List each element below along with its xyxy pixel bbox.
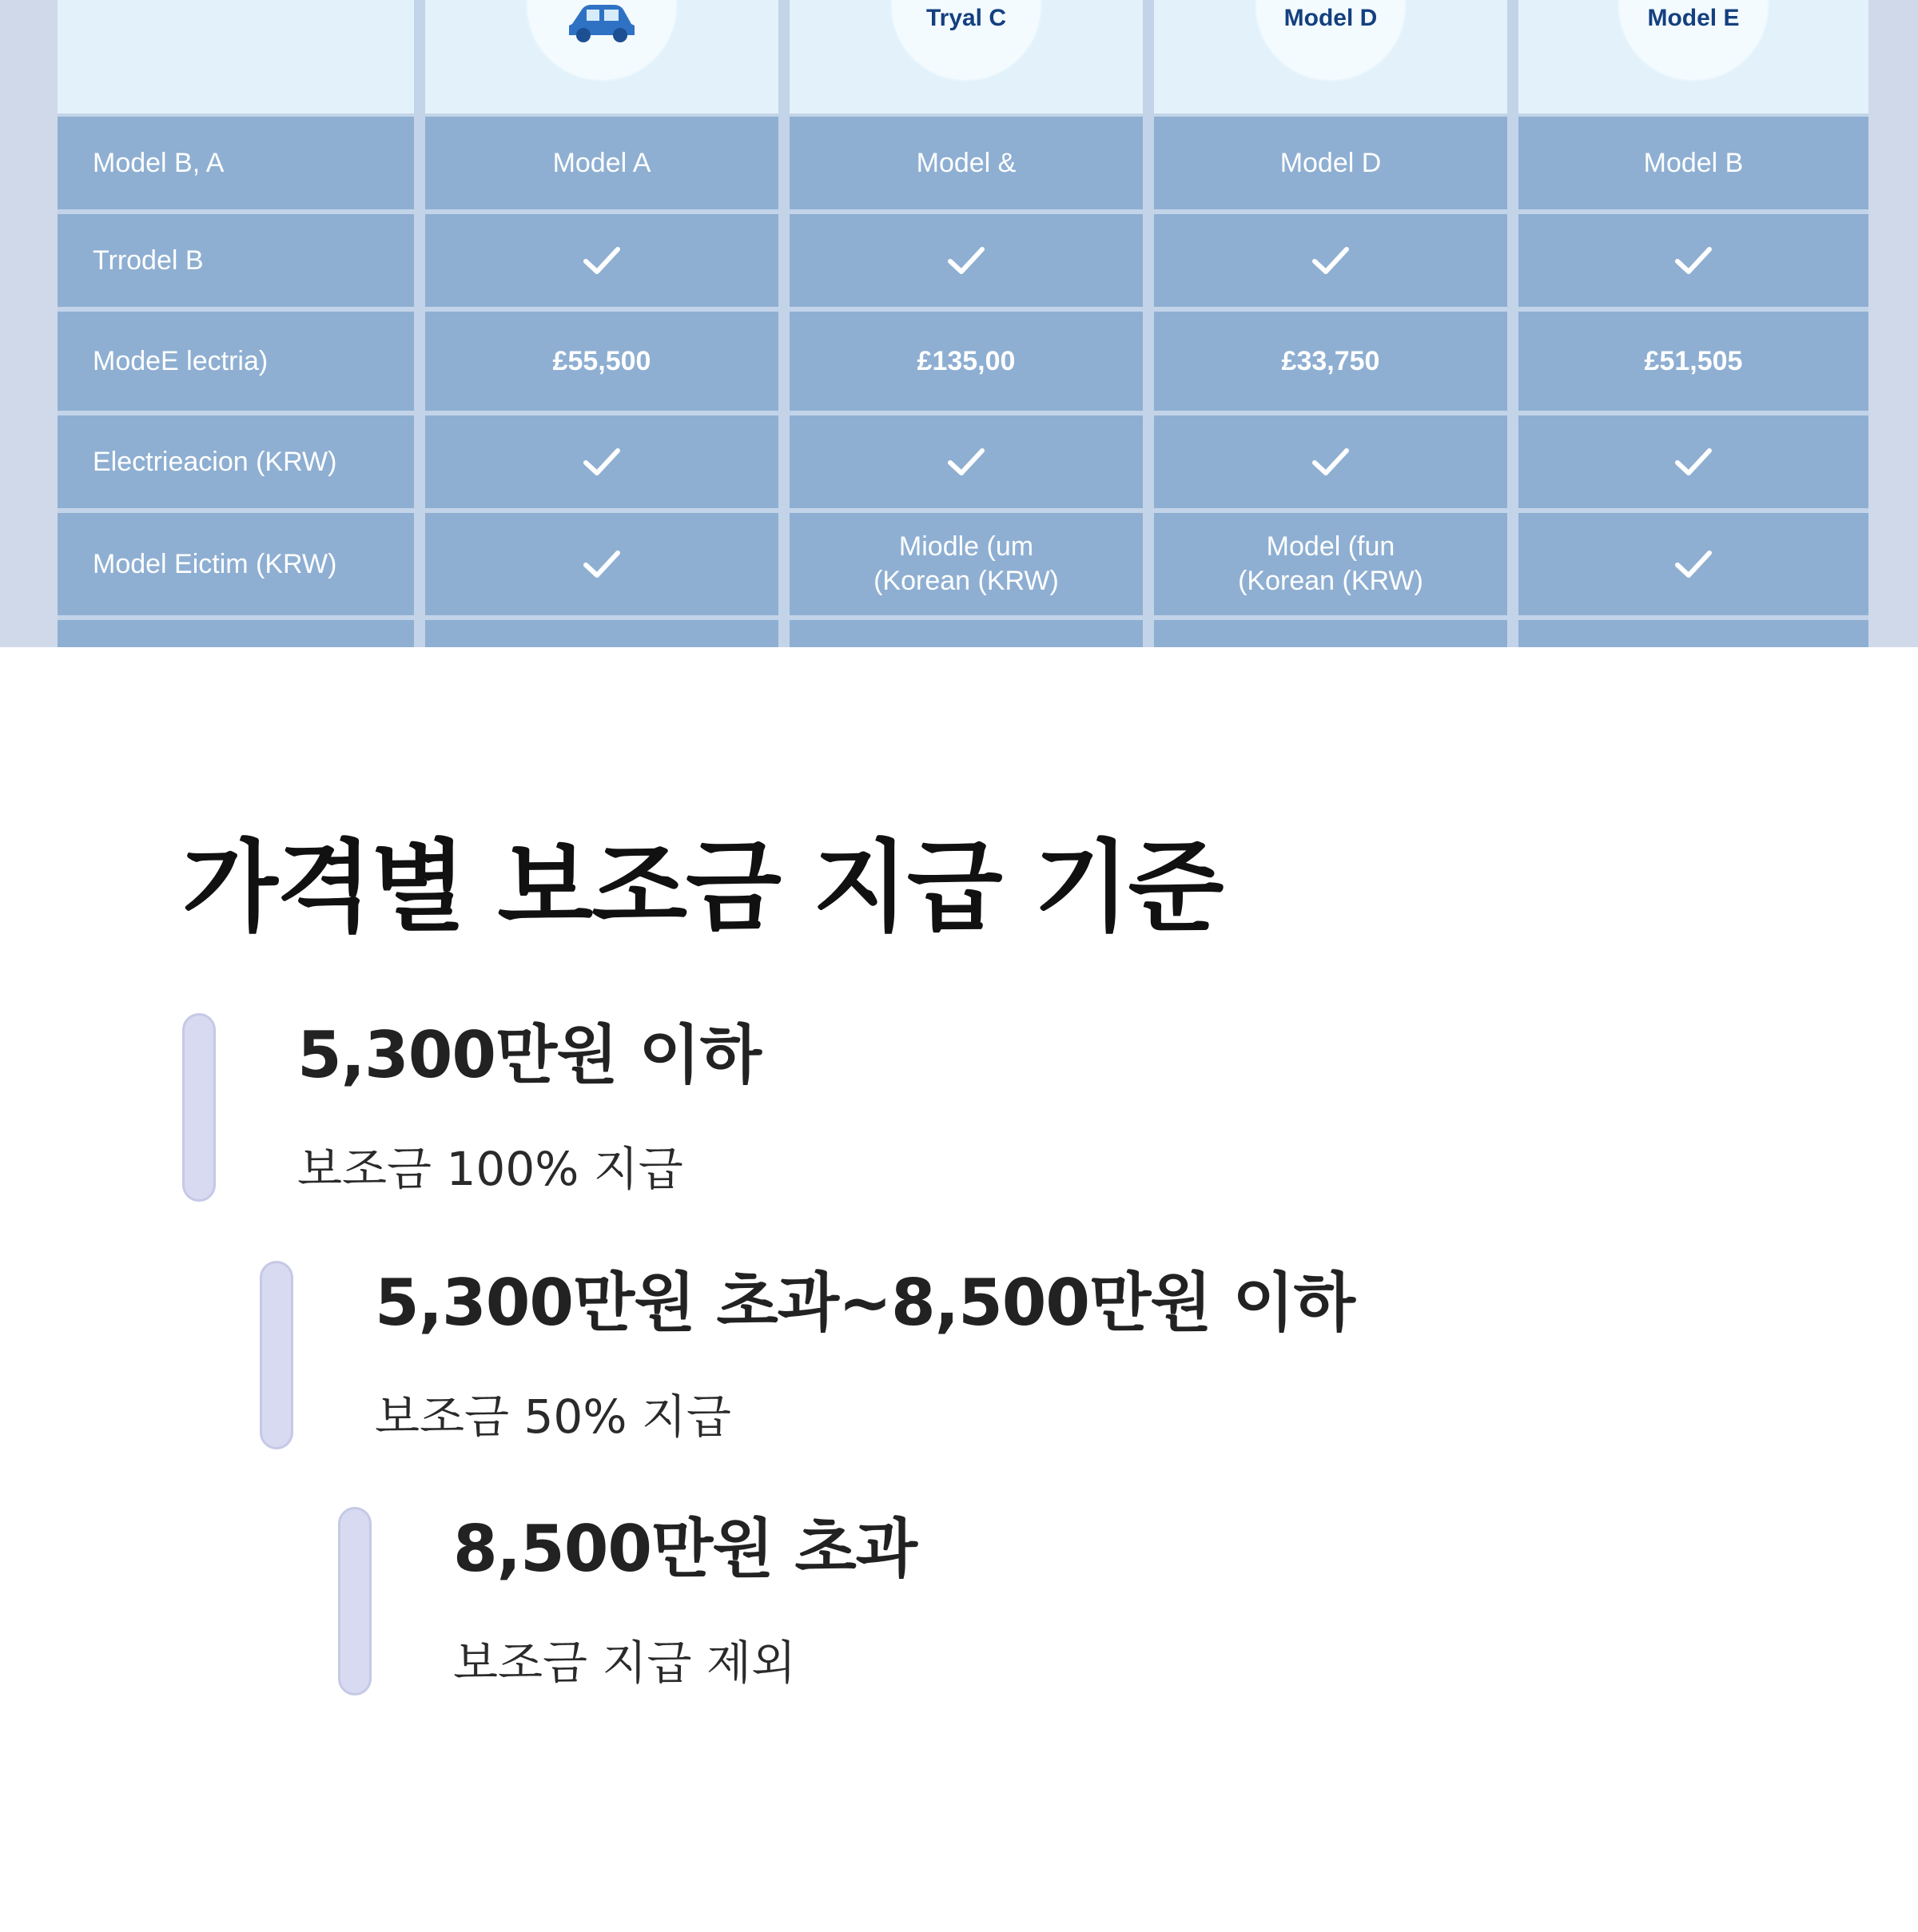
label-column — [58, 0, 414, 647]
check-icon — [1673, 244, 1713, 276]
row-cutoff — [425, 620, 778, 647]
check-cell — [1518, 214, 1868, 307]
check-cell — [1518, 513, 1868, 615]
value-text: £51,505 — [1644, 345, 1743, 376]
check-cell — [1154, 415, 1507, 508]
value-cell — [425, 312, 778, 411]
car-icon — [564, 0, 639, 43]
row-label: Trrodel B — [58, 214, 414, 307]
check-icon — [582, 548, 622, 580]
model-name-cell: Model B — [1518, 117, 1868, 209]
check-icon — [1311, 446, 1351, 478]
row-label: Electrieacion (KRW) — [58, 415, 414, 508]
model-badge-label: Model E — [1647, 5, 1740, 31]
check-icon — [1311, 244, 1351, 276]
comparison-image — [0, 0, 1918, 647]
row-label: Model B, A — [58, 117, 414, 209]
value-cell — [1518, 312, 1868, 411]
model-column — [790, 0, 1143, 647]
comparison-table — [58, 0, 1868, 647]
value-cell — [790, 513, 1143, 615]
model-column — [1154, 0, 1507, 647]
model-column — [425, 0, 778, 647]
row-cutoff — [1154, 620, 1507, 647]
model-badge — [892, 0, 1041, 80]
check-cell — [1518, 415, 1868, 508]
value-cell — [790, 312, 1143, 411]
model-name-cell: Model D — [1154, 117, 1507, 209]
model-badge — [527, 0, 676, 80]
check-icon — [582, 446, 622, 478]
row-label: Model Eictim (KRW) — [58, 513, 414, 615]
value-text: Model (fun (Korean (KRW) — [1238, 531, 1423, 596]
model-badge-label: Tryal C — [925, 5, 1007, 31]
check-icon — [946, 446, 986, 478]
tier-indicator — [182, 1013, 216, 1202]
tier-description: 보조금 지급 제외 — [453, 1636, 797, 1690]
value-text: Miodle (um (Korean (KRW) — [873, 531, 1059, 596]
check-icon — [946, 244, 986, 276]
check-cell — [425, 415, 778, 508]
tier-heading: 5,300만원 이하 — [297, 1018, 762, 1092]
check-icon — [1673, 446, 1713, 478]
label-column-header — [58, 0, 414, 113]
model-name-cell: Model A — [425, 117, 778, 209]
value-text: £33,750 — [1281, 345, 1380, 376]
check-cell — [790, 214, 1143, 307]
tier-indicator — [338, 1507, 372, 1695]
model-badge — [1256, 0, 1405, 80]
model-column — [1518, 0, 1868, 647]
tier-heading: 8,500만원 초과 — [453, 1512, 917, 1586]
check-cell — [790, 415, 1143, 508]
model-name-cell: Model & — [790, 117, 1143, 209]
value-cell — [1154, 513, 1507, 615]
tier-description: 보조금 50% 지급 — [375, 1389, 731, 1444]
row-label-cutoff — [58, 620, 414, 647]
model-badge-label: Model D — [1283, 5, 1378, 31]
check-cell — [1154, 214, 1507, 307]
value-text: £55,500 — [552, 345, 651, 376]
tier-heading: 5,300만원 초과~8,500만원 이하 — [375, 1266, 1355, 1340]
tier-description: 보조금 100% 지급 — [297, 1142, 683, 1196]
row-cutoff — [1518, 620, 1868, 647]
value-cell — [1154, 312, 1507, 411]
model-badge — [1619, 0, 1768, 80]
row-cutoff — [790, 620, 1143, 647]
check-icon — [1673, 548, 1713, 580]
page-title: 가격별 보조금 지급 기준 — [182, 830, 1223, 945]
check-cell — [425, 513, 778, 615]
row-label: ModeE lectria) — [58, 312, 414, 411]
check-icon — [582, 244, 622, 276]
tier-indicator — [260, 1261, 293, 1449]
check-cell — [425, 214, 778, 307]
value-text: £135,00 — [917, 345, 1016, 376]
